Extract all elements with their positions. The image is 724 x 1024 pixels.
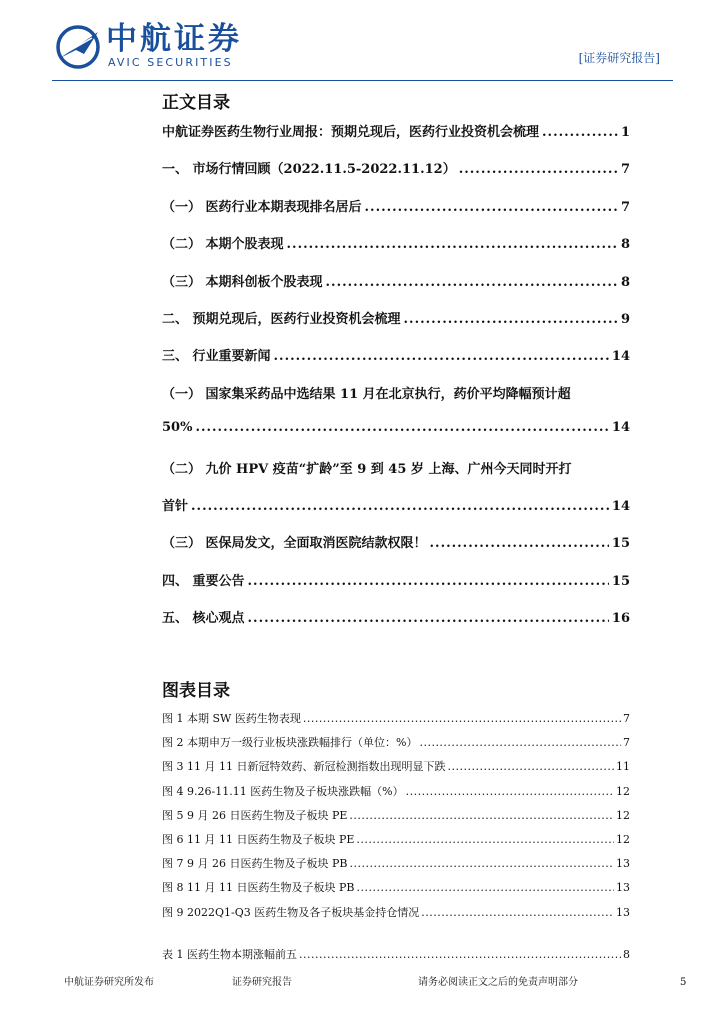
toc-entry[interactable] <box>162 271 630 308</box>
toc-entry-text: （三） 本期科创板个股表现 <box>162 274 323 290</box>
logo-english-name: AVIC SECURITIES <box>108 56 233 69</box>
figure-entry[interactable] <box>162 734 630 758</box>
figure-entry-text: 图 9 2022Q1-Q3 医药生物及各子板块基金持仓情况 <box>162 905 420 919</box>
toc-entry-page: 7 <box>620 162 630 178</box>
toc-entry[interactable] <box>162 196 630 233</box>
dot-leader <box>542 125 618 140</box>
figure-entry[interactable] <box>162 904 630 928</box>
dot-leader <box>430 536 609 551</box>
header-divider <box>52 80 673 81</box>
toc-entry-text: （一） 医药行业本期表现排名居后 <box>162 199 362 215</box>
figure-entry[interactable] <box>162 855 630 879</box>
figure-entry-page: 12 <box>616 832 630 846</box>
figure-entry[interactable] <box>162 879 630 903</box>
toc-entry-page: 8 <box>620 274 630 290</box>
toc-entry-text: 一、 市场行情回顾（2022.11.5-2022.11.12） <box>162 162 456 178</box>
dot-leader <box>191 499 609 514</box>
dot-leader <box>365 200 618 215</box>
figure-entry-page: 13 <box>616 905 630 919</box>
table-list <box>162 946 630 970</box>
figure-entry-page: 7 <box>623 736 630 750</box>
toc-entry-continued[interactable] <box>162 420 630 457</box>
figure-entry-page: 13 <box>616 857 630 871</box>
figure-entry-page: 13 <box>616 881 630 895</box>
dot-leader <box>406 785 614 798</box>
figure-entry-text: 图 6 11 月 11 日医药生物及子板块 PE <box>162 832 355 846</box>
toc-entry-text: 50% <box>162 420 193 436</box>
figure-entry[interactable] <box>162 831 630 855</box>
toc-entry-page: 8 <box>620 237 630 253</box>
dot-leader <box>299 948 621 961</box>
logo-chinese-name: 中航证券 <box>106 21 242 57</box>
toc-entry[interactable] <box>162 233 630 270</box>
toc-entry[interactable] <box>162 607 630 644</box>
figure-entry-text: 图 5 9 月 26 日医药生物及子板块 PE <box>162 808 348 822</box>
toc-entry[interactable] <box>162 158 630 195</box>
toc-entry-text: （一） 国家集采药品中选结果 11 月在北京执行，药价平均降幅预计超 <box>162 386 571 402</box>
toc-entry-text: 首针 <box>162 498 189 514</box>
dot-leader <box>303 712 621 725</box>
figure-entry-page: 7 <box>623 712 630 725</box>
toc-entry-text: 二、 预期兑现后，医药行业投资机会梳理 <box>162 311 401 327</box>
figure-entry[interactable] <box>162 807 630 831</box>
toc-entry[interactable] <box>162 121 630 158</box>
dot-leader <box>349 857 614 870</box>
dot-leader <box>248 574 609 589</box>
toc-title: 正文目录 <box>162 93 230 113</box>
figure-entry-text: 图 2 本期申万一级行业板块涨跌幅排行（单位：%） <box>162 736 418 750</box>
figure-entry[interactable] <box>162 758 630 782</box>
report-type-tag: [证券研究报告] <box>578 51 660 65</box>
table-entry-page: 8 <box>623 948 630 961</box>
toc-entry-page: 1 <box>620 125 630 140</box>
figure-entry-text: 图 3 11 月 11 日新冠特效药、新冠检测指数出现明显下跌 <box>162 760 446 774</box>
dot-leader <box>248 611 609 626</box>
dot-leader <box>274 349 609 364</box>
toc-entry-page: 15 <box>611 536 630 552</box>
toc-entry[interactable] <box>162 308 630 345</box>
toc-entry-page: 14 <box>611 349 630 365</box>
dot-leader <box>287 237 618 252</box>
toc-entry-text: 中航证券医药生物行业周报：预期兑现后，医药行业投资机会梳理 <box>162 125 540 140</box>
toc-entry[interactable] <box>162 532 630 569</box>
toc-entry-page: 15 <box>611 573 630 589</box>
toc-entry-text: 三、 行业重要新闻 <box>162 349 271 365</box>
toc-entry-text: 五、 核心观点 <box>162 611 245 627</box>
page-header <box>0 0 724 82</box>
toc-entry[interactable] <box>162 345 630 382</box>
toc-entry[interactable] <box>162 383 630 420</box>
figure-entry[interactable] <box>162 783 630 807</box>
page-footer <box>0 972 724 996</box>
page-number: 5 <box>680 977 687 988</box>
figure-list-title: 图表目录 <box>162 681 230 701</box>
dot-leader <box>326 275 618 290</box>
figure-entry-page: 12 <box>616 808 630 822</box>
figure-entry-page: 12 <box>616 784 630 798</box>
toc-entry-page: 7 <box>620 199 630 215</box>
dot-leader <box>356 881 614 894</box>
figure-entry-text: 图 7 9 月 26 日医药生物及子板块 PB <box>162 857 348 871</box>
toc-entry-page: 14 <box>611 420 630 436</box>
toc-entry-text: （二） 九价 HPV 疫苗“扩龄”至 9 到 45 岁 上海、广州今天同时开打 <box>162 461 572 477</box>
dot-leader <box>349 809 614 822</box>
dot-leader <box>356 833 614 846</box>
dot-leader <box>195 420 608 435</box>
figure-entry-text: 图 1 本期 SW 医药生物表现 <box>162 712 301 725</box>
toc-entry[interactable] <box>162 458 630 495</box>
table-of-contents <box>162 121 630 644</box>
footer-publisher: 中航证券研究所发布 <box>64 977 154 988</box>
figure-list <box>162 710 630 928</box>
toc-entry-text: 四、 重要公告 <box>162 573 245 589</box>
toc-entry-page: 9 <box>620 311 630 327</box>
dot-leader <box>419 736 621 749</box>
toc-entry-text: （二） 本期个股表现 <box>162 237 284 253</box>
footer-disclaimer: 请务必阅读正文之后的免责声明部分 <box>418 977 578 988</box>
figure-entry[interactable] <box>162 710 630 734</box>
table-entry[interactable] <box>162 946 630 970</box>
figure-entry-text: 图 4 9.26-11.11 医药生物及子板块涨跌幅（%） <box>162 784 404 798</box>
footer-doc-type: 证券研究报告 <box>232 977 292 988</box>
avic-logo-icon <box>54 24 102 70</box>
dot-leader <box>404 312 618 327</box>
figure-entry-text: 图 8 11 月 11 日医药生物及子板块 PB <box>162 881 355 895</box>
dot-leader <box>421 906 614 919</box>
figure-entry-page: 11 <box>616 760 630 774</box>
toc-entry[interactable] <box>162 570 630 607</box>
toc-entry-continued[interactable] <box>162 495 630 532</box>
dot-leader <box>459 162 618 177</box>
dot-leader <box>447 760 614 773</box>
toc-entry-page: 16 <box>611 611 630 627</box>
toc-entry-text: （三） 医保局发文，全面取消医院结款权限！ <box>162 536 427 552</box>
table-entry-text: 表 1 医药生物本期涨幅前五 <box>162 948 297 961</box>
toc-entry-page: 14 <box>611 498 630 514</box>
